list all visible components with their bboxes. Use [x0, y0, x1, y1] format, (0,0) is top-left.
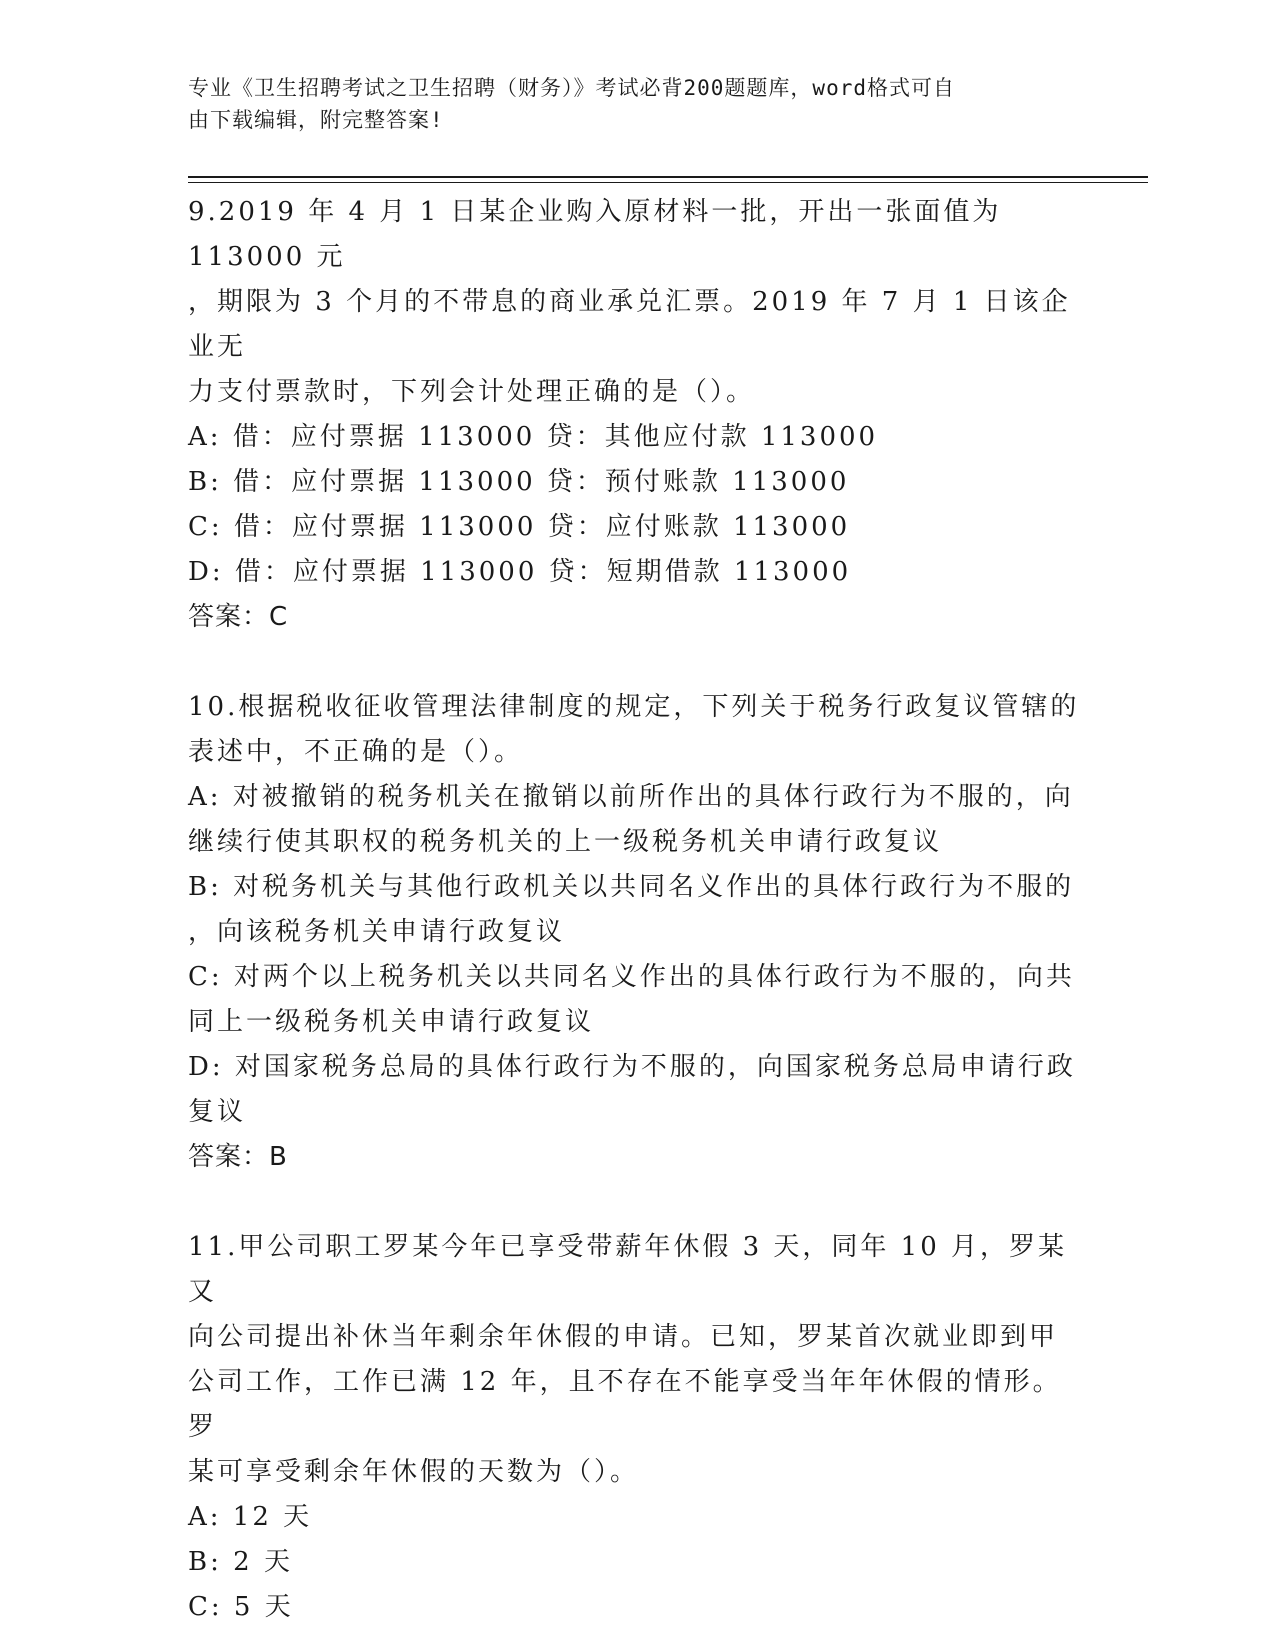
header-line-2: 由下载编辑，附完整答案!: [188, 108, 444, 132]
question-10: [188, 685, 1088, 1180]
option-c: C: 5 天: [188, 1592, 294, 1622]
question-stem-line: 9.2019 年 4 月 1 日某企业购入原材料一批，开出一张面值为 113000 元: [188, 197, 1002, 272]
option-c: C: 对两个以上税务机关以共同名义作出的具体行政行为不服的，向共: [188, 962, 1075, 992]
question-stem-line: 公司工作，工作已满 12 年，且不存在不能享受当年年休假的情形。罗: [188, 1367, 1062, 1442]
option-b: B: 对税务机关与其他行政机关以共同名义作出的具体行政行为不服的: [188, 872, 1075, 902]
question-stem-line: 表述中，不正确的是（）。: [188, 737, 524, 767]
option-a: A: 12 天: [188, 1502, 313, 1532]
document-header: [188, 72, 1068, 136]
option-b: B: 借：应付票据 113000 贷：预付账款 113000: [188, 467, 850, 497]
question-stem-line: 向公司提出补休当年剩余年休假的申请。已知，罗某首次就业即到甲: [188, 1322, 1059, 1352]
option-c-continued: 同上一级税务机关申请行政复议: [188, 1007, 595, 1037]
option-b: B: 2 天: [188, 1547, 293, 1577]
question-9: [188, 190, 1088, 640]
option-b-continued: ，向该税务机关申请行政复议: [188, 917, 566, 947]
question-spacer: [188, 1180, 1088, 1225]
question-stem-line: 力支付票款时，下列会计处理正确的是（）。: [188, 377, 756, 407]
option-d: D: 对国家税务总局的具体行政行为不服的，向国家税务总局申请行政: [188, 1052, 1076, 1082]
option-d-continued: 复议: [188, 1097, 247, 1127]
option-a-continued: 继续行使其职权的税务机关的上一级税务机关申请行政复议: [188, 827, 943, 857]
option-a: A: 借：应付票据 113000 贷：其他应付款 113000: [188, 422, 879, 452]
question-stem-line: 11.甲公司职工罗某今年已享受带薪年休假 3 天，同年 10 月，罗某又: [188, 1232, 1068, 1307]
question-spacer: [188, 640, 1088, 685]
header-line-1: 专业《卫生招聘考试之卫生招聘（财务）》考试必背200题题库，word格式可自: [188, 76, 955, 100]
question-stem-line: ，期限为 3 个月的不带息的商业承兑汇票。2019 年 7 月 1 日该企业无: [188, 287, 1071, 362]
question-stem-line: 10.根据税收征收管理法律制度的规定，下列关于税务行政复议管辖的: [188, 692, 1080, 722]
question-11: [188, 1225, 1088, 1630]
option-c: C: 借：应付票据 113000 贷：应付账款 113000: [188, 512, 851, 542]
answer-label: 答案：C: [188, 602, 289, 632]
option-d: D: 借：应付票据 113000 贷：短期借款 113000: [188, 557, 852, 587]
option-a: A: 对被撤销的税务机关在撤销以前所作出的具体行政行为不服的，向: [188, 782, 1074, 812]
header-divider-thick: [188, 176, 1148, 178]
question-list: [188, 190, 1088, 1630]
question-stem-line: 某可享受剩余年休假的天数为（）。: [188, 1457, 640, 1487]
answer-label: 答案：B: [188, 1142, 288, 1172]
header-divider-thin: [188, 182, 1148, 183]
